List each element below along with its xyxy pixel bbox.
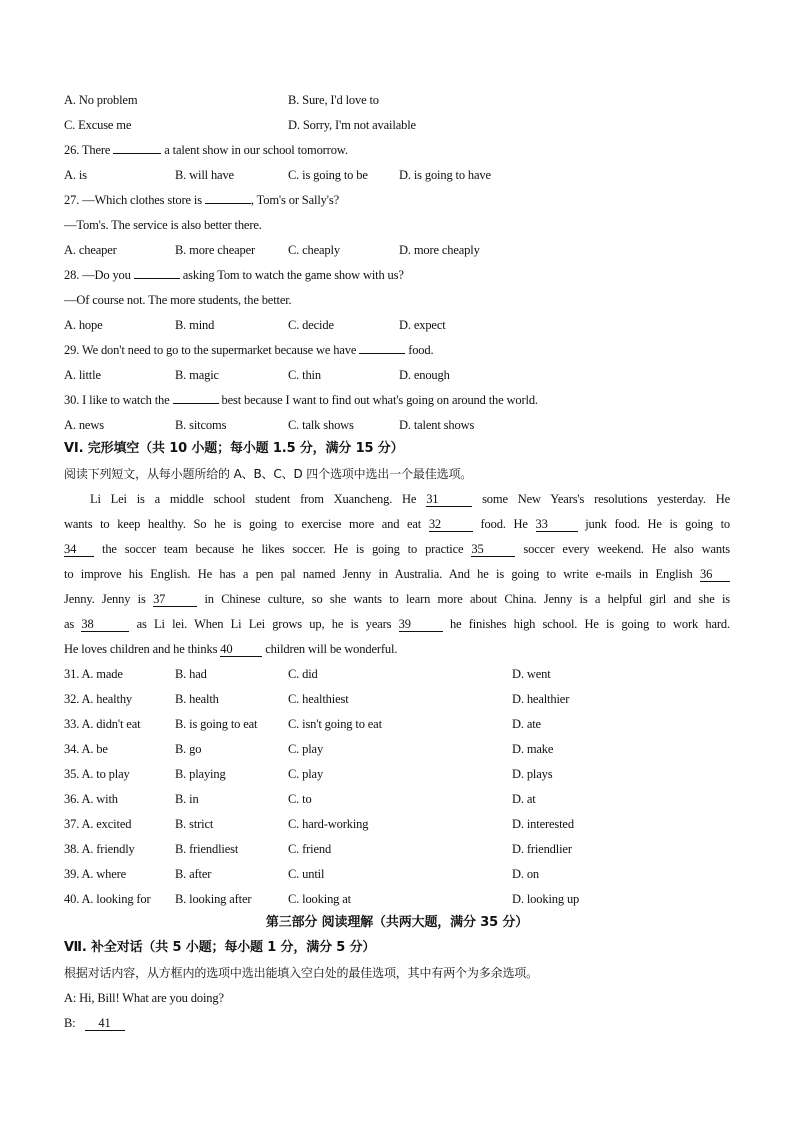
passage-blank: 36 — [700, 567, 730, 582]
answer-blank — [359, 353, 405, 354]
passage-text: as Li lei. When Li Lei grows up, he is years — [136, 617, 392, 631]
cloze-q38-a: 38. A. friendly — [64, 842, 135, 856]
cloze-q38-d: D. friendlier — [512, 842, 572, 856]
answer-blank — [173, 403, 219, 404]
question-28-text: 28. —Do you — [64, 268, 131, 282]
q27-option-d: D. more cheaply — [399, 243, 480, 257]
section-7-title: Ⅶ. 补全对话（共 5 小题；每小题 1 分，满分 5 分） — [64, 940, 376, 955]
cloze-passage — [64, 487, 730, 662]
question-27 — [64, 192, 339, 208]
passage-blank: 41 — [85, 1016, 125, 1031]
question-26-text: 26. There — [64, 143, 111, 157]
cloze-q31-b: B. had — [175, 667, 207, 681]
passage-text: as — [64, 617, 75, 631]
passage-blank: 37 — [153, 592, 197, 607]
answer-blank — [205, 203, 251, 204]
cloze-q33-d: D. ate — [512, 717, 541, 731]
passage-blank: 34 — [64, 542, 94, 557]
cloze-q37-a: 37. A. excited — [64, 817, 132, 831]
q26-option-c: C. is going to be — [288, 168, 368, 182]
passage-text: some New Years's resolutions yesterday. He — [482, 492, 731, 506]
q28-option-d: D. expect — [399, 318, 446, 332]
passage-blank: 40 — [220, 642, 262, 657]
passage-text: in Chinese culture, so she wants to learn more about China. Jenny is a helpful girl and she is — [204, 592, 731, 606]
cloze-q31-a: 31. A. made — [64, 667, 123, 681]
q26-option-b: B. will have — [175, 168, 234, 182]
cloze-q34-c: C. play — [288, 742, 324, 756]
q29-option-d: D. enough — [399, 368, 450, 382]
q28-option-b: B. mind — [175, 318, 215, 332]
dialogue-line-b — [64, 1015, 125, 1031]
q29-option-c: C. thin — [288, 368, 321, 382]
passage-text: Li Lei is a middle school student from Xuancheng. He — [90, 492, 417, 506]
cloze-q36-c: C. to — [288, 792, 312, 806]
cloze-q35-c: C. play — [288, 767, 324, 781]
question-29 — [64, 342, 433, 358]
cloze-q34-b: B. go — [175, 742, 202, 756]
cloze-q36-d: D. at — [512, 792, 536, 806]
cloze-q35-d: D. plays — [512, 767, 553, 781]
cloze-q40-b: B. looking after — [175, 892, 252, 906]
q28-reply: —Of course not. The more students, the better. — [64, 293, 292, 307]
cloze-q32-a: 32. A. healthy — [64, 692, 133, 706]
passage-blank: 38 — [81, 617, 129, 632]
passage-text: he finishes high school. He is going to work hard. — [449, 617, 730, 631]
q27-option-c: C. cheaply — [288, 243, 340, 257]
option-c: C. Excuse me — [64, 118, 132, 132]
section-6-instruction: 阅读下列短文，从每小题所给的 A、B、C、D 四个选项中选出一个最佳选项。 — [64, 467, 473, 481]
cloze-q38-c: C. friend — [288, 842, 332, 856]
q30-option-c: C. talk shows — [288, 418, 354, 432]
passage-text: the soccer team because he likes soccer. He is going to practice — [102, 542, 464, 556]
passage-text: to improve his English. He has a pen pal named Jenny in Australia. And he is going to write e-mails in English — [64, 567, 693, 581]
question-29-text: 29. We don't need to go to the supermarket because we have — [64, 343, 357, 357]
q28-option-a: A. hope — [64, 318, 103, 332]
passage-text: Jenny. Jenny is — [64, 592, 146, 606]
cloze-q39-b: B. after — [175, 867, 212, 881]
question-30-text: 30. I like to watch the — [64, 393, 170, 407]
passage-blank: 32 — [429, 517, 473, 532]
q28-option-c: C. decide — [288, 318, 334, 332]
q27-option-b: B. more cheaper — [175, 243, 256, 257]
cloze-q39-a: 39. A. where — [64, 867, 127, 881]
q29-option-b: B. magic — [175, 368, 219, 382]
passage-line — [64, 562, 730, 587]
dialogue-line-a: A: Hi, Bill! What are you doing? — [64, 991, 224, 1005]
cloze-q34-a: 34. A. be — [64, 742, 108, 756]
passage-blank: 35 — [471, 542, 515, 557]
cloze-q39-d: D. on — [512, 867, 540, 881]
passage-line — [64, 487, 730, 512]
cloze-q40-c: C. looking at — [288, 892, 351, 906]
passage-text: soccer every weekend. He also wants — [523, 542, 730, 556]
cloze-q32-b: B. health — [175, 692, 219, 706]
passage-text: wants to keep healthy. So he is going to exercise more and eat — [64, 517, 422, 531]
section-7-instruction: 根据对话内容，从方框内的选项中选出能填入空白处的最佳选项，其中有两个为多余选项。 — [64, 966, 539, 980]
cloze-q33-c: C. isn't going to eat — [288, 717, 382, 731]
cloze-q31-d: D. went — [512, 667, 551, 681]
passage-text: He loves children and he thinks — [64, 642, 218, 656]
q29-option-a: A. little — [64, 368, 101, 382]
question-27-text: 27. —Which clothes store is — [64, 193, 202, 207]
passage-blank: 39 — [399, 617, 443, 632]
cloze-q33-a: 33. A. didn't eat — [64, 717, 141, 731]
option-b: B. Sure, I'd love to — [288, 93, 379, 107]
section-6-title: VI. 完形填空（共 10 小题；每小题 1.5 分，满分 15 分） — [64, 441, 404, 456]
answer-blank — [134, 278, 180, 279]
cloze-q37-c: C. hard-working — [288, 817, 369, 831]
cloze-q32-c: C. healthiest — [288, 692, 349, 706]
part-3-title: 第三部分 阅读理解（共两大题，满分 35 分） — [265, 915, 529, 930]
answer-blank — [113, 153, 161, 154]
question-26 — [64, 142, 348, 158]
question-30-text-end: best because I want to find out what's going on around the world. — [221, 393, 538, 407]
passage-line — [64, 537, 730, 562]
q30-option-d: D. talent shows — [399, 418, 475, 432]
question-28-text-end: asking Tom to watch the game show with us? — [182, 268, 404, 282]
q26-option-a: A. is — [64, 168, 87, 182]
option-a: A. No problem — [64, 93, 138, 107]
cloze-q35-b: B. playing — [175, 767, 226, 781]
question-27-text-end: , Tom's or Sally's? — [250, 193, 339, 207]
passage-blank: 31 — [426, 492, 472, 507]
q27-reply: —Tom's. The service is also better there. — [64, 218, 262, 232]
cloze-q32-d: D. healthier — [512, 692, 570, 706]
question-26-text-end: a talent show in our school tomorrow. — [164, 143, 348, 157]
question-30 — [64, 392, 538, 408]
cloze-q38-b: B. friendliest — [175, 842, 239, 856]
speaker-label: B: — [64, 1016, 76, 1030]
q30-option-a: A. news — [64, 418, 104, 432]
passage-text: food. He — [480, 517, 528, 531]
passage-text: children will be wonderful. — [265, 642, 398, 656]
q26-option-d: D. is going to have — [399, 168, 491, 182]
cloze-q40-a: 40. A. looking for — [64, 892, 151, 906]
cloze-q36-b: B. in — [175, 792, 199, 806]
passage-line — [64, 512, 730, 537]
cloze-q36-a: 36. A. with — [64, 792, 118, 806]
cloze-q33-b: B. is going to eat — [175, 717, 258, 731]
cloze-q31-c: C. did — [288, 667, 318, 681]
cloze-q35-a: 35. A. to play — [64, 767, 130, 781]
cloze-q39-c: C. until — [288, 867, 325, 881]
passage-blank: 33 — [536, 517, 578, 532]
passage-line — [64, 587, 730, 612]
cloze-q37-b: B. strict — [175, 817, 214, 831]
passage-line — [64, 612, 730, 637]
option-d: D. Sorry, I'm not available — [288, 118, 416, 132]
cloze-q34-d: D. make — [512, 742, 554, 756]
passage-text: junk food. He is going to — [585, 517, 731, 531]
question-29-text-end: food. — [408, 343, 434, 357]
cloze-q40-d: D. looking up — [512, 892, 580, 906]
passage-line — [64, 637, 730, 662]
cloze-q37-d: D. interested — [512, 817, 574, 831]
q27-option-a: A. cheaper — [64, 243, 117, 257]
question-28 — [64, 267, 404, 283]
q30-option-b: B. sitcoms — [175, 418, 227, 432]
